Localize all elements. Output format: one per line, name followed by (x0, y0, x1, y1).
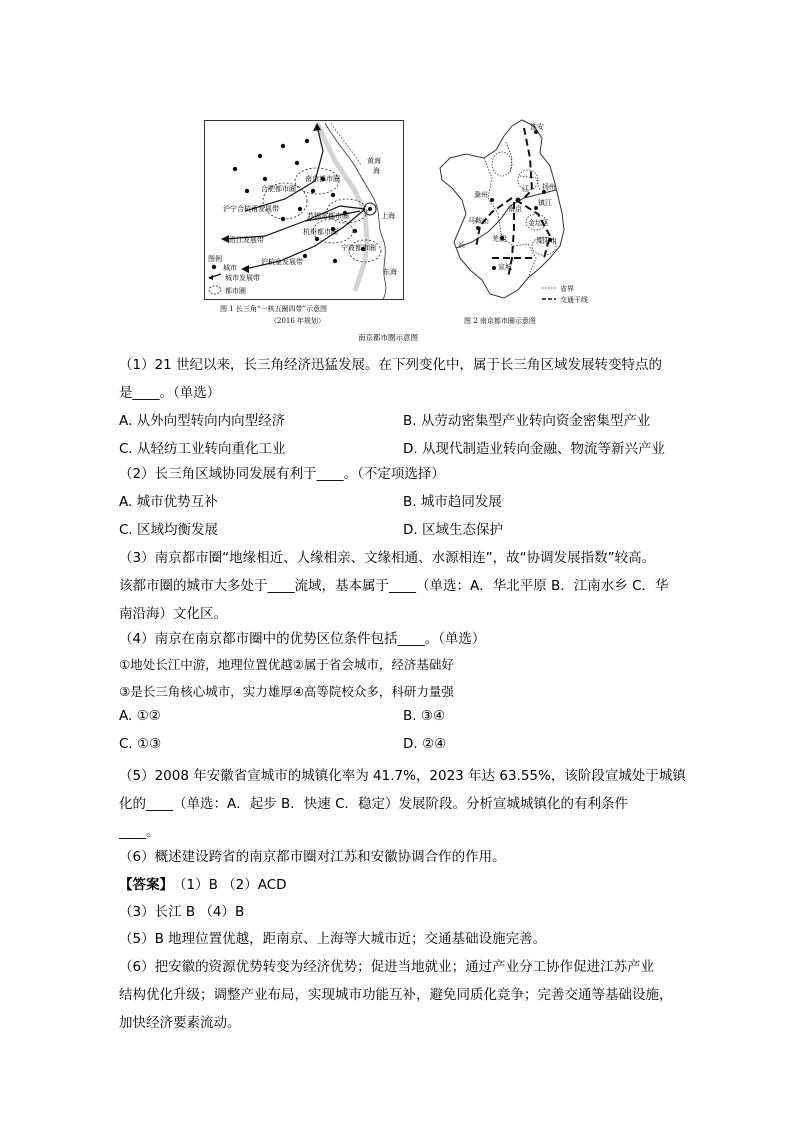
q1-option-b: B. 从劳动密集型产业转向资金密集型产业 (403, 413, 651, 429)
answer-3-4: （3）长江 B （4）B (119, 904, 245, 920)
answer-label: 【答案】 (119, 877, 173, 893)
figure-area (200, 118, 600, 346)
legend-band: 城市发展带 (225, 274, 260, 282)
q1-option-d: D. 从现代制造业转向金融、物流等新兴产业 (403, 441, 665, 457)
fig1-subcaption: （2016 年规划） (270, 317, 326, 325)
label-xuancheng: 宣城 (498, 263, 512, 271)
q1-line1: （1）21 世纪以来，长三角经济迅猛发展。在下列变化中，属于长三角区域发展转变特点的 (119, 357, 663, 373)
figure-2-svg (432, 118, 602, 313)
legend-city: 城市 (223, 264, 237, 272)
label-suxichang: 苏锡常都市圈 (307, 212, 349, 220)
q4-stem: （4）南京在南京都市圈中的优势区位条件包括____。（单选） (119, 631, 486, 647)
label-maanshan: 马鞍山 (468, 217, 489, 225)
label-nanjing: 南京 (508, 205, 522, 213)
label-jiang: 江 (522, 185, 529, 193)
legend-border: 省界 (560, 285, 574, 293)
q4-option-a: A. ①② (119, 708, 161, 724)
q2-option-a: A. 城市优势互补 (119, 494, 218, 510)
q4-option-b: B. ③④ (403, 708, 446, 724)
label-huanghai: 黄海 (367, 157, 381, 165)
label-nanjing-metro: 南京都市圈 (305, 175, 340, 183)
fig2-caption: 图 2 南京都市圈示意图 (464, 317, 536, 325)
label-huaian: 淮安 (530, 123, 544, 131)
answer-1-2: （1）B （2）ACD (173, 877, 287, 893)
label-yanjiang-band: 沿江发展带 (229, 236, 264, 244)
label-chang: 长 (458, 241, 465, 249)
label-hefei-metro: 合肥都市圈 (261, 185, 296, 193)
q3-line3: 南沿海）文化区。 (119, 606, 227, 622)
q2-option-c: C. 区域均衡发展 (119, 522, 219, 538)
q4-statements-1: ①地处长江中游，地理位置优越②属于省会城市，经济基础好 (119, 657, 454, 672)
figure-1-map (204, 120, 404, 300)
q4-statements-2: ③是长三角核心城市，实力雄厚④高等院校众多，科研力量强 (119, 684, 454, 699)
label-zhenjiang: 镇江 (538, 199, 552, 207)
q5-line2: 化的____（单选：A．起步 B．快速 C．稳定）发展阶段。分析宣城城镇化的有利条件 (119, 796, 629, 812)
answer-5: （5）B 地理位置优越，距南京、上海等大城市近；交通基础设施完善。 (119, 931, 547, 947)
label-yangzhou: 扬州 (542, 183, 556, 191)
q2-option-d: D. 区域生态保护 (403, 522, 503, 538)
label-hangzhou-metro: 杭州都市圈 (303, 228, 338, 236)
answer-6-line1: （6）把安徽的资源优势转变为经济优势；促进当地就业；通过产业分工协作促进江苏产业 (119, 959, 655, 975)
legend-traffic: 交通干线 (560, 296, 588, 304)
q1-option-a: A. 从外向型转向内向型经济 (119, 413, 286, 429)
label-jintan: 金坛区 (528, 219, 549, 227)
q2-stem: （2）长三角区域协同发展有利于____。（不定项选择） (119, 466, 445, 482)
label-nhhx-band: 沪宁合杭甬发展带 (223, 205, 279, 213)
q3-line1: （3）南京都市圈“地缘相近、人缘相亲、文缘相通、水源相连”，故“协调发展指数”较高。 (119, 550, 656, 566)
label-wuhu: 芜湖 (492, 235, 506, 243)
q1-line2: 是____。（单选） (119, 385, 221, 401)
label-hai: 海 (373, 167, 380, 175)
label-donghai: 东海 (383, 268, 397, 276)
q2-option-b: B. 城市趋同发展 (403, 494, 502, 510)
q4-option-c: C. ①③ (119, 736, 162, 752)
answer-6-line3: 加快经济要素流动。 (119, 1015, 241, 1031)
q4-option-d: D. ②④ (403, 736, 447, 752)
legend-metro: 都市圈 (225, 287, 246, 295)
answer-6-line2: 结构优化升级；调整产业布局，实现城市功能互补，避免同质化竞争；完善交通等基础设施， (119, 987, 673, 1003)
q6-stem: （6）概述建设跨省的南京都市圈对江苏和安徽协调合作的作用。 (119, 849, 506, 865)
label-liyang: 溧阳市 (536, 237, 557, 245)
q3-line2: 该都市圈的城市大多处于____流域，基本属于____（单选：A．华北平原 B．江南水乡 C．华 (119, 578, 669, 594)
figure-2-map (432, 118, 602, 313)
label-shanghai: 上海 (381, 212, 395, 220)
label-chuzhou: 滁州 (474, 191, 488, 199)
q5-line1: （5）2008 年安徽省宣城市的城镇化率为 41.7%，2023 年达 63.55%，该阶段宣城处于城镇 (119, 768, 686, 784)
q1-option-c: C. 从轻纺工业转向重化工业 (119, 441, 286, 457)
legend-title: 图例 (208, 255, 222, 263)
label-huhangjin-band: 沪杭金发展带 (261, 258, 303, 266)
label-ningbo-metro: 宁波都市圈 (341, 244, 376, 252)
fig1-caption: 图 1 长三角“一核五圈四带”示意图 (220, 305, 328, 313)
q5-line3: ____。 (119, 824, 160, 840)
bottom-caption: 南京都市圈示意图 (358, 333, 418, 342)
